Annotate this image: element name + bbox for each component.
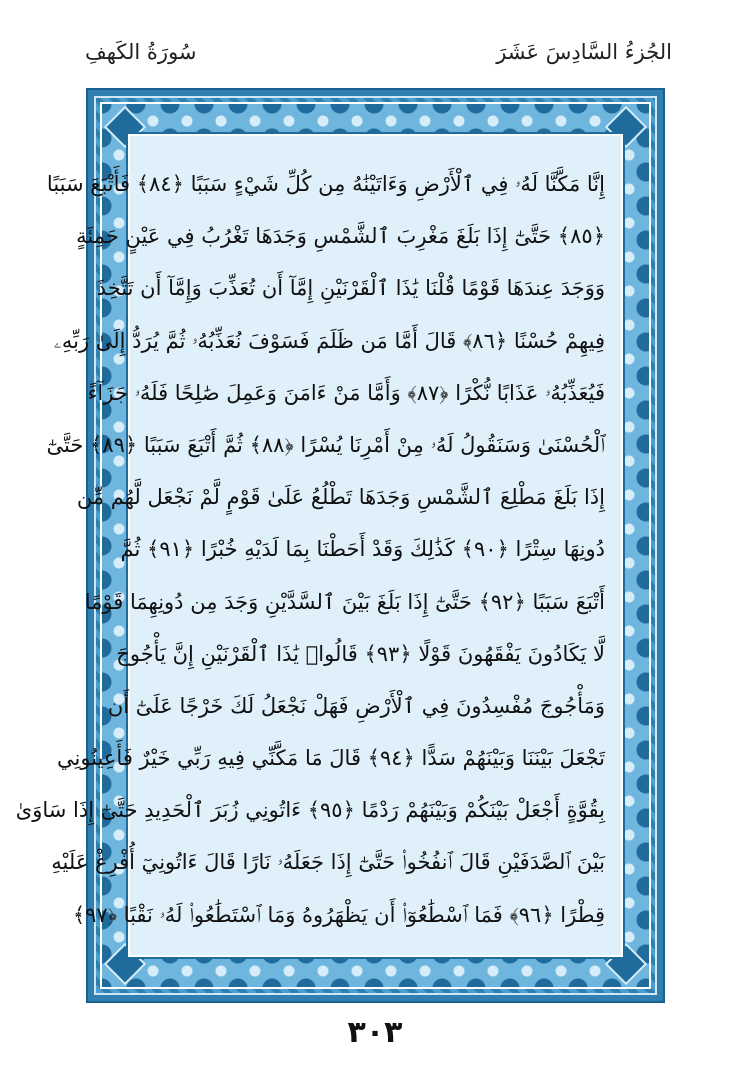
text-panel (15, 134, 623, 957)
text-line: بِقُوَّةٍ أَجْعَلْ بَيْنَكُمْ وَبَيْنَهُمْ رَدْمًا ﴿٩٥﴾ ءَاتُونِي زُبَرَ ٱلْحَدِيدِ حَتَّىٰٓ إِذَا سَاوَىٰ (15, 798, 605, 823)
text-line: دُونِهَا سِتْرًا ﴿٩٠﴾ كَذَٰلِكَ وَقَدْ أَحَطْنَا بِمَا لَدَيْهِ خُبْرًا ﴿٩١﴾ ثُمَّ (120, 537, 605, 562)
verse-lines (15, 158, 605, 941)
surah-name: سُورَةُ الكَهفِ (85, 40, 197, 64)
text-line: قِطْرًا ﴿٩٦﴾ فَمَا ٱسْطَٰعُوٓا۟ أَن يَظْهَرُوهُ وَمَا ٱسْتَطَٰعُوا۟ لَهُۥ نَقْبًا ﴿٩٧﴾ (72, 902, 605, 927)
page-header (0, 40, 750, 80)
ornamental-border-icon (15, 88, 665, 1003)
text-line: ﴿٨٥﴾ حَتَّىٰٓ إِذَا بَلَغَ مَغْرِبَ ٱلشَّمْسِ وَجَدَهَا تَغْرُبُ فِي عَيْنٍ حَمِئَةٍ (76, 224, 605, 249)
text-line: إِنَّا مَكَّنَّا لَهُۥ فِي ٱلْأَرْضِ وَءَاتَيْنَٰهُ مِن كُلِّ شَيْءٍ سَبَبًا ﴿٨٤﴾ فَأَتْبَعَ سَبَبًا (46, 172, 605, 196)
text-line: فَيُعَذِّبُهُۥ عَذَابًا نُّكْرًا ﴿٨٧﴾ وَأَمَّا مَنْ ءَامَنَ وَعَمِلَ صَٰلِحًا فَلَهُۥ جَزَآءً (87, 380, 605, 405)
text-line: وَوَجَدَ عِندَهَا قَوْمًا قُلْنَا يَٰذَا ٱلْقَرْنَيْنِ إِمَّآ أَن تُعَذِّبَ وَإِمَّآ أَن تَتَّخِذَ (96, 276, 605, 301)
text-line: إِذَا بَلَغَ مَطْلِعَ ٱلشَّمْسِ وَجَدَهَا تَطْلُعُ عَلَىٰ قَوْمٍ لَّمْ نَجْعَل لَّهُم مِّن (76, 485, 605, 510)
text-line: فِيهِمْ حُسْنًا ﴿٨٦﴾ قَالَ أَمَّا مَن ظَلَمَ فَسَوْفَ نُعَذِّبُهُۥ ثُمَّ يُرَدُّ إِلَىٰ رَبِّهِۦ (53, 328, 605, 353)
text-line: أَتْبَعَ سَبَبًا ﴿٩٢﴾ حَتَّىٰٓ إِذَا بَلَغَ بَيْنَ ٱلسَّدَّيْنِ وَجَدَ مِن دُونِهِمَا قَوْمًا (84, 589, 605, 614)
text-line: وَمَأْجُوجَ مُفْسِدُونَ فِي ٱلْأَرْضِ فَهَلْ نَجْعَلُ لَكَ خَرْجًا عَلَىٰٓ أَن (107, 693, 605, 718)
text-line: ٱلْحُسْنَىٰ وَسَنَقُولُ لَهُۥ مِنْ أَمْرِنَا يُسْرًا ﴿٨٨﴾ ثُمَّ أَتْبَعَ سَبَبًا ﴿٨٩﴾ حَتَّىٰٓ (46, 432, 605, 457)
text-line: تَجْعَلَ بَيْنَنَا وَبَيْنَهُمْ سَدًّا ﴿٩٤﴾ قَالَ مَا مَكَّنِّي فِيهِ رَبِّي خَيْرٌ فَأَعِينُونِي (57, 746, 605, 771)
juz-name: الجُزءُ السَّادِسَ عَشَرَ (496, 40, 672, 64)
text-line: لَّا يَكَادُونَ يَفْقَهُونَ قَوْلًا ﴿٩٣﴾ قَالُوا۟ يَٰذَا ٱلْقَرْنَيْنِ إِنَّ يَأْجُوجَ (116, 641, 605, 666)
text-line: بَيْنَ ٱلصَّدَفَيْنِ قَالَ ٱنفُخُوا۟ حَتَّىٰٓ إِذَا جَعَلَهُۥ نَارًا قَالَ ءَاتُونِيٓ أُفْرِغْ عَلَيْهِ (51, 850, 605, 875)
page-number: ٣٠٣ (347, 1015, 403, 1050)
